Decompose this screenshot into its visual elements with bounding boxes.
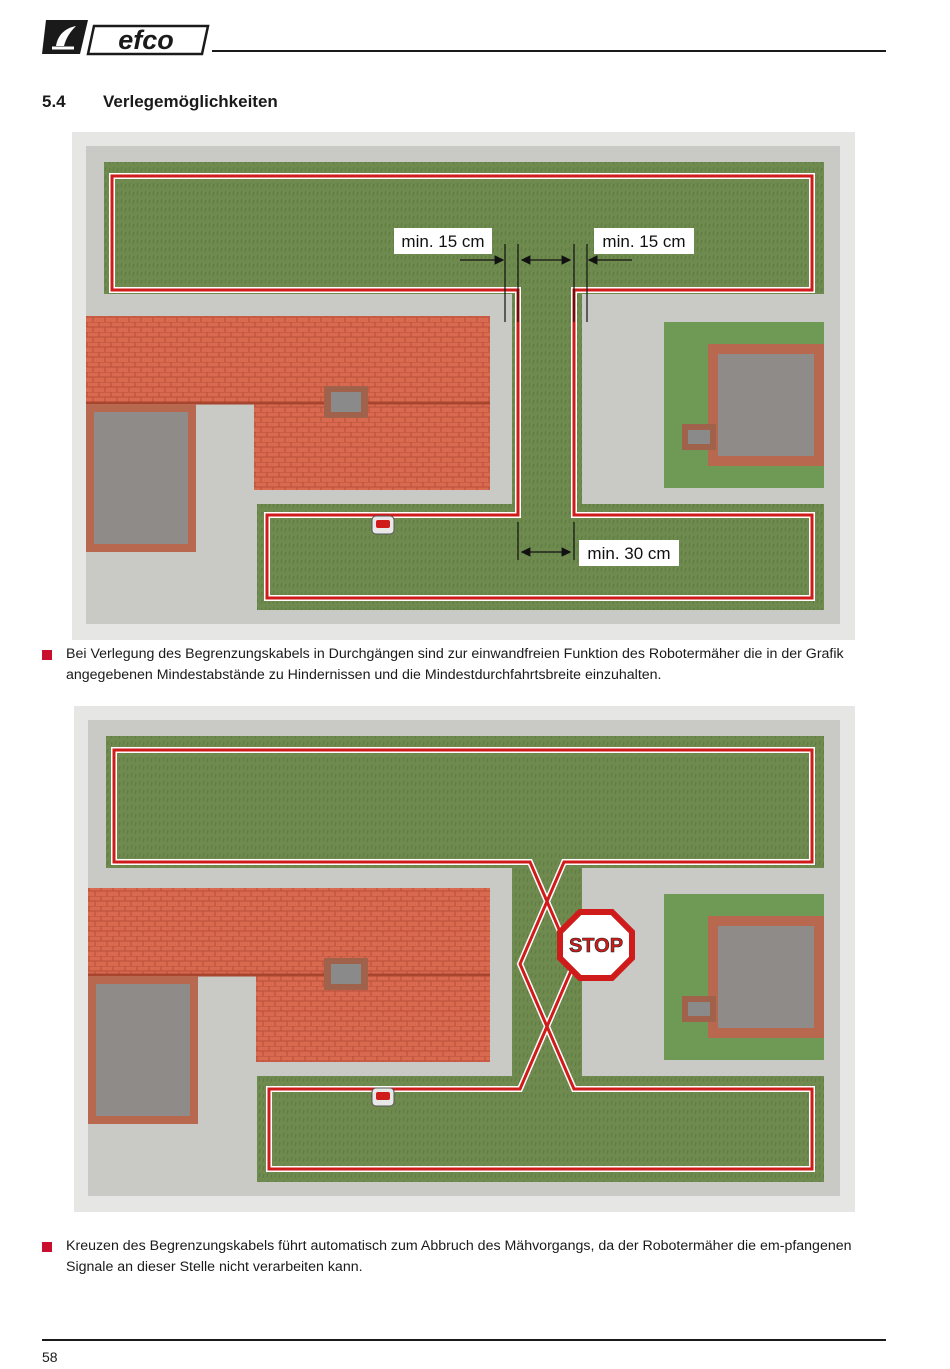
svg-text:min. 15 cm: min. 15 cm xyxy=(602,232,686,251)
bullet-square-icon xyxy=(42,650,52,660)
lawn-bottom xyxy=(257,504,824,610)
label-passage xyxy=(579,540,679,566)
section-heading xyxy=(42,92,278,112)
svg-text:min. 30 cm: min. 30 cm xyxy=(587,544,671,563)
note-text: Bei Verlegung des Begrenzungskabels in Durchgängen sind zur einwandfreien Funktion des Robotermäher die in der Grafik angegebenen Mindestabstände zu Hindernissen und die Mindestdurchfahrtsbreite einzuhalten. xyxy=(66,646,844,683)
bullet-square-icon xyxy=(42,1242,52,1252)
figure-passage-distances xyxy=(72,132,855,640)
lawn-top xyxy=(106,736,824,868)
label-left xyxy=(394,228,492,254)
svg-text:min. 15 cm: min. 15 cm xyxy=(401,232,485,251)
stop-sign-icon xyxy=(560,912,632,978)
svg-text:efco: efco xyxy=(118,25,174,55)
section-number: 5.4 xyxy=(42,92,66,111)
label-right xyxy=(594,228,694,254)
note-text: Kreuzen des Begrenzungskabels führt automatisch zum Abbruch des Mähvorgangs, da der Robotermäher die em-pfangenen Signale an dieser Stelle nicht verarbeiten kann. xyxy=(66,1238,852,1275)
figure-cable-crossing xyxy=(74,706,855,1212)
header-rule xyxy=(212,50,886,52)
footer-rule xyxy=(42,1339,886,1341)
page-number: 58 xyxy=(42,1349,58,1365)
section-title: Verlegemöglichkeiten xyxy=(103,92,278,111)
robot-mower-icon xyxy=(372,516,394,534)
leaf-icon xyxy=(42,20,88,54)
robot-mower-icon xyxy=(372,1088,394,1106)
brand-wordmark xyxy=(88,25,208,55)
svg-text:STOP: STOP xyxy=(568,935,624,957)
efco-logo xyxy=(40,16,210,58)
